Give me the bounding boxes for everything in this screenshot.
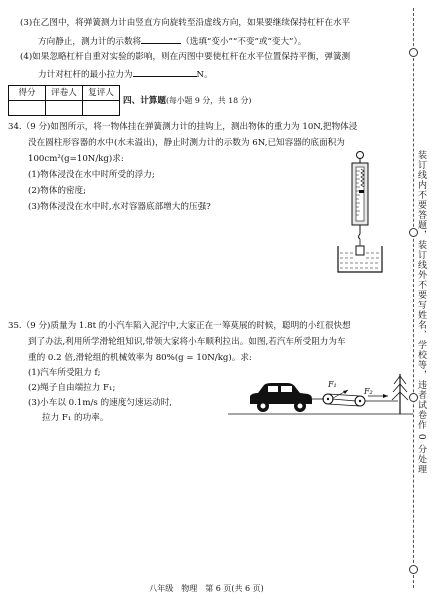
q4-line-2 <box>38 67 213 81</box>
binding-hole-1 <box>409 48 418 57</box>
label-f1: F₁ <box>328 380 337 389</box>
q3-text-a: 方向静止，测力计的示数将 <box>38 37 142 47</box>
binding-hole-4 <box>409 565 418 574</box>
car-pulley-figure <box>228 368 413 420</box>
q34-sub-2: (2)物体的密度; <box>28 186 87 196</box>
grader-header: 评卷人 <box>46 86 83 101</box>
q34-line-3: 100cm²(g=10N/kg)求: <box>28 154 124 164</box>
q34-line-1: 34.（9 分)如图所示，将一物体挂在弹簧测力计的挂钩上，测出物体的重力为 10N,把物体浸 <box>8 122 358 132</box>
score-header: 得分 <box>9 86 46 101</box>
score-cell[interactable] <box>9 101 46 116</box>
q34-sub-3: (3)物体浸没在水中时,水对容器底部增大的压强? <box>28 202 211 212</box>
q3-text-b: （选填“变小”“不变”或“变大”）。 <box>181 37 307 47</box>
q35-sub-1: (1)汽车所受阻力 f; <box>28 368 101 378</box>
reviewer-header: 复评人 <box>83 86 120 101</box>
label-f2: F₂ <box>364 387 373 396</box>
section-title: 四、计算题 <box>123 96 166 106</box>
spring-scale-figure <box>330 150 390 275</box>
q4-text-a: 力计对杠杆的最小拉力为 <box>38 70 133 80</box>
q34-line-2: 没在圆柱形容器的水中(水未溢出)，静止时测力计的示数为 6N,已知容器的底面积为 <box>28 138 345 148</box>
q4-text-b: N。 <box>196 70 213 80</box>
q35-sub-2: (2)绳子自由端拉力 F₁; <box>28 383 116 393</box>
q34-sub-1: (1)物体浸没在水中时所受的浮力; <box>28 170 155 180</box>
q35-line-3: 重的 0.2 倍,滑轮组的机械效率为 80%(g = 10N/kg)。求: <box>28 353 252 363</box>
binding-warning-text: 装订线内不要答题，装订线外不要写姓名、学校等，违者试卷作 0 分处理 <box>416 150 426 475</box>
q35-line-1: 35.（9 分)质量为 1.8t 的小汽车陷入泥泞中,大家正在一筹莫展的时候，聪明的小红很快想 <box>8 321 351 331</box>
q35-sub-3b: 拉力 F₁ 的功率。 <box>42 413 109 423</box>
section-heading <box>123 95 251 107</box>
q3-line-2 <box>38 34 306 48</box>
section-note: (每小题 9 分，共 18 分) <box>165 96 252 105</box>
q4-line-1: (4)如果忽略杠杆自重对实验的影响，则在丙图中要使杠杆在水平位置保持平衡，弹簧测 <box>20 52 351 62</box>
grader-cell[interactable] <box>46 101 83 116</box>
reviewer-cell[interactable] <box>83 101 120 116</box>
q35-line-2: 到了办法,利用所学滑轮组知识,带领大家将小车顺利拉出。如图,若汽车所受阻力为车 <box>28 337 346 347</box>
q3-answer-blank[interactable] <box>141 34 181 44</box>
q3-line-1: (3)在乙图中，将弹簧测力计由竖直方向旋转至沿虚线方向，如果要继续保持杠杆在水平 <box>20 18 351 28</box>
page-footer: 八年级 物理 第 6 页(共 6 页) <box>149 584 264 593</box>
q35-sub-3a: (3)小车以 0.1m/s 的速度匀速运动时, <box>28 398 173 408</box>
score-table <box>8 85 120 116</box>
q4-answer-blank[interactable] <box>133 67 197 77</box>
